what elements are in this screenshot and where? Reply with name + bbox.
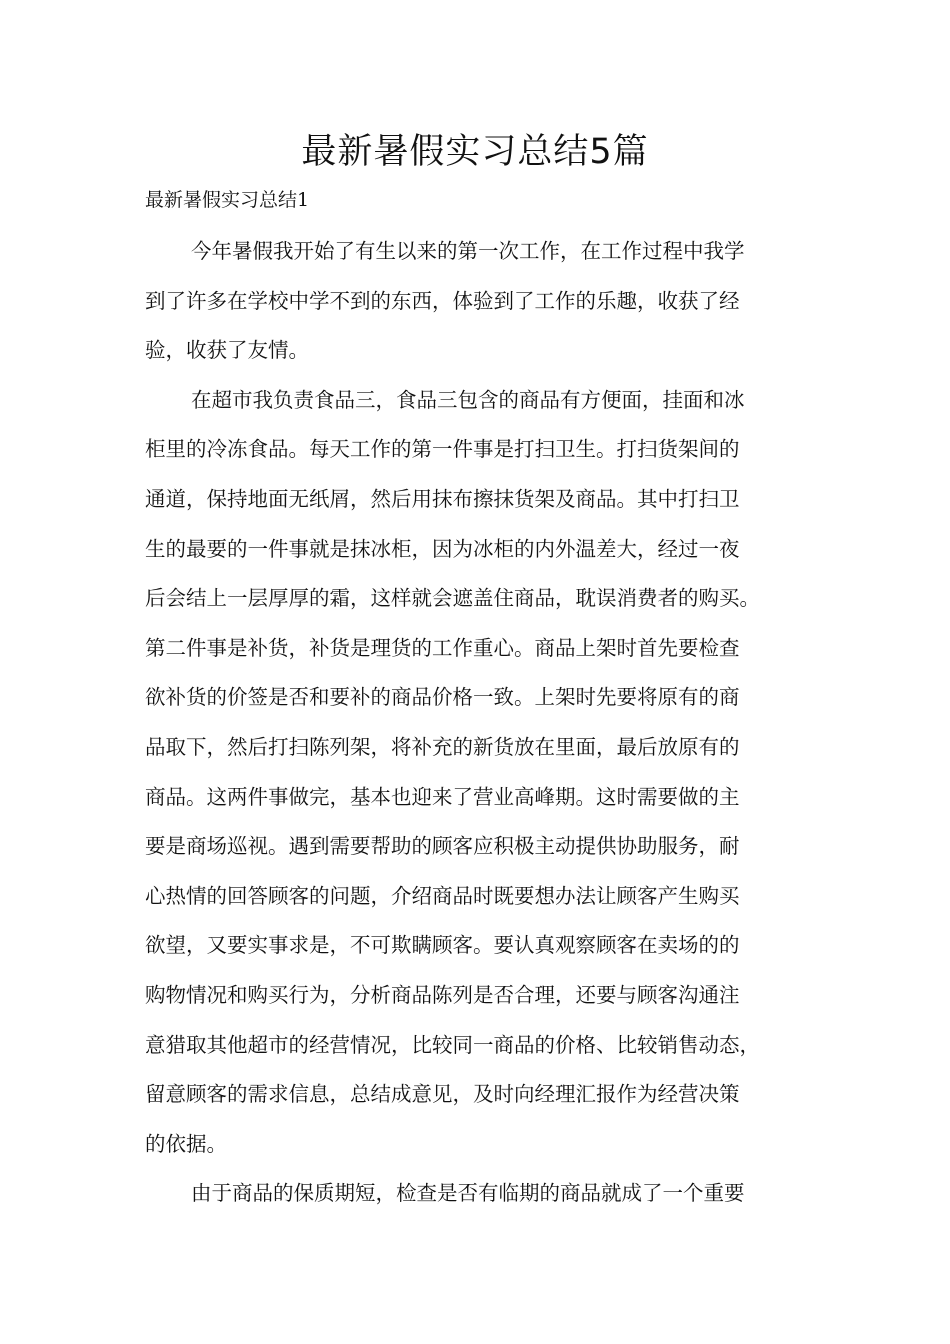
- text-line: 到了许多在学校中学不到的东西，体验到了工作的乐趣，收获了经: [145, 288, 740, 313]
- text-line: 欲望，又要实事求是，不可欺瞒顾客。要认真观察顾客在卖场的的: [145, 933, 740, 958]
- text-line: 欲补货的价签是否和要补的商品价格一致。上架时先要将原有的商: [145, 685, 740, 710]
- text-line: 今年暑假我开始了有生以来的第一次工作，在工作过程中我学: [191, 239, 745, 263]
- text-line: 留意顾客的需求信息，总结成意见，及时向经理汇报作为经营决策: [145, 1082, 740, 1107]
- section-heading: 最新暑假实习总结1: [145, 189, 310, 211]
- text-line: 通道，保持地面无纸屑，然后用抹布擦抹货架及商品。其中打扫卫: [145, 486, 740, 511]
- text-line: 在超市我负责食品三，食品三包含的商品有方便面，挂面和冰: [191, 387, 745, 412]
- text-line: 品取下，然后打扫陈列架，将补充的新货放在里面，最后放原有的: [145, 734, 740, 759]
- text-line: 后会结上一层厚厚的霜，这样就会遮盖住商品，耽误消费者的购买。: [145, 586, 760, 611]
- text-line: 生的最要的一件事就是抹冰柜，因为冰柜的内外温差大，经过一夜: [145, 536, 740, 561]
- text-line: 心热情的回答顾客的问题，介绍商品时既要想办法让顾客产生购买: [145, 883, 740, 908]
- text-line: 商品。这两件事做完，基本也迎来了营业高峰期。这时需要做的主: [145, 784, 740, 809]
- text-line: 购物情况和购买行为，分析商品陈列是否合理，还要与顾客沟通注: [145, 982, 740, 1007]
- document-body: [145, 231, 815, 1223]
- text-line: 验，收获了友情。: [145, 338, 309, 363]
- text-line: 柜里的冷冻食品。每天工作的第一件事是打扫卫生。打扫货架间的: [145, 437, 740, 462]
- text-line: 第二件事是补货，补货是理货的工作重心。商品上架时首先要检查: [145, 635, 740, 660]
- text-line: 要是商场巡视。遇到需要帮助的顾客应积极主动提供协助服务，耐: [145, 834, 740, 859]
- document-title: 最新暑假实习总结5篇: [301, 132, 649, 172]
- text-line: 由于商品的保质期短，检查是否有临期的商品就成了一个重要: [191, 1181, 745, 1206]
- text-line: 的依据。: [145, 1131, 227, 1156]
- text-line: 意猎取其他超市的经营情况，比较同一商品的价格、比较销售动态，: [145, 1032, 760, 1057]
